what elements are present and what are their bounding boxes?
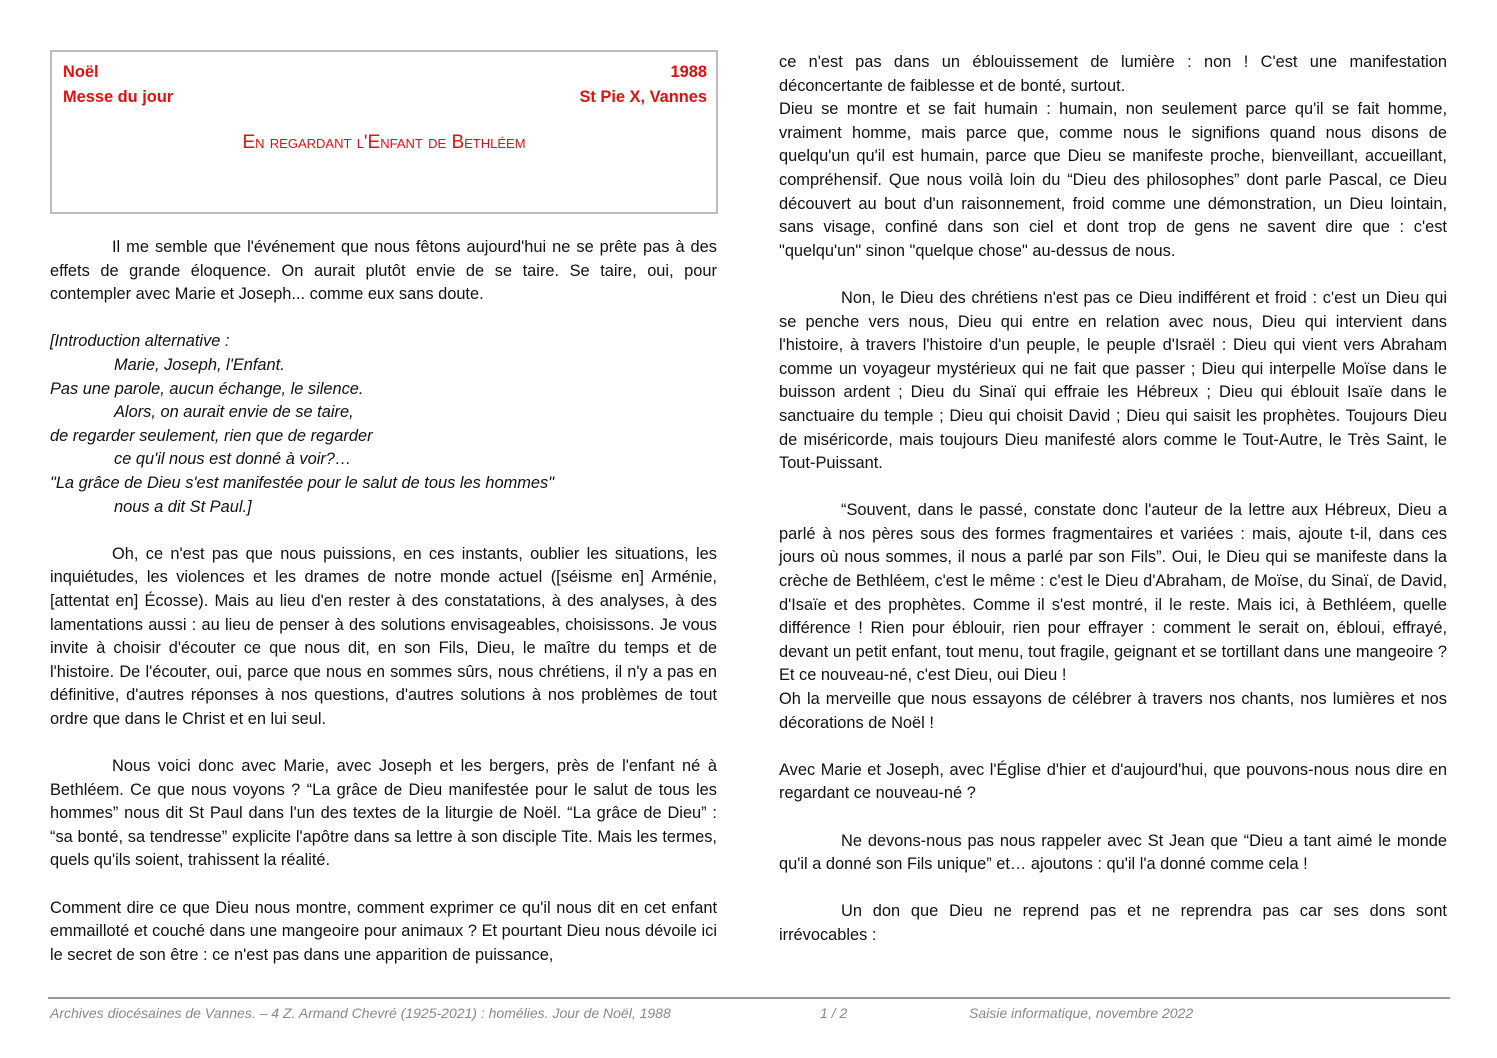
header-box — [50, 50, 718, 214]
footer-page-number: 1 / 2 — [820, 1005, 848, 1021]
footer-note: Saisie informatique, novembre 2022 — [969, 1005, 1194, 1021]
paragraph: Non, le Dieu des chrétiens n'est pas ce Dieu indifférent et froid : c'est un Dieu qui se penche vers nous, Dieu qui entre en relation avec nous, Dieu qui intervient dans l'histoire, à travers l'histoire d'un peuple, le peuple d'Israël : Dieu qui vient vers Abraham comme un voyageur mystérieux qui ne fait que passer ; Dieu qui interpelle Moïse dans le buisson ardent ; Dieu du Sinaï qui effraie les Hébreux ; Dieu qui éblouit Isaïe dans le sanctuaire du temple ; Dieu qui choisit David ; Dieu qui saisit les prophètes. Toujours Dieu de miséricorde, mais toujours Dieu manifesté alors comme le Tout-Autre, le Très Saint, le Tout-Puissant. — [779, 288, 1447, 473]
alt-intro-line: "La grâce de Dieu s'est manifestée pour le salut de tous les hommes" — [50, 473, 555, 492]
alt-intro-line: nous a dit St Paul.] — [114, 497, 252, 516]
paragraph: Avec Marie et Joseph, avec l'Église d'hier et d'aujourd'hui, que pouvons-nous nous dire en regardant ce nouveau-né ? — [779, 760, 1447, 803]
parish-label: St Pie X, Vannes — [579, 88, 707, 106]
paragraph: ce n'est pas dans un éblouissement de lumière : non ! C'est une manifestation déconcertante de faiblesse et de bonté, surtout. — [779, 53, 1447, 95]
alt-intro-line: ce qu'il nous est donné à voir?… — [114, 450, 352, 469]
homily-title: En regardant l'Enfant de Bethléem — [242, 132, 526, 153]
alt-intro-line: Pas une parole, aucun échange, le silence. — [50, 379, 364, 398]
footer-rule — [48, 997, 1450, 999]
paragraph: “Souvent, dans le passé, constate donc l'auteur de la lettre aux Hébreux, Dieu a parlé à nos pères sous des formes fragmentaires et variées : mais, ajoute t-il, dans ces jours où nous sommes, il nous a parlé par son Fils”. Oui, le Dieu qui se manifeste dans la crèche de Bethléem, c'est le même : c'est le Dieu d'Abraham, de Moïse, du Sinaï, de David, d'Isaïe et des prophètes. Comme il s'est montré, il le reste. Mais ici, à Bethléem, quelle différence ! Rien pour éblouir, rien pour effrayer : comment le serait on, ébloui, effrayé, devant un petit enfant, tout menu, tout fragile, geignant et se tortillant dans une mangeoire ? Et ce nouveau-né, c'est Dieu, oui Dieu ! — [779, 501, 1447, 685]
year-label: 1988 — [670, 63, 707, 81]
right-column — [779, 51, 1447, 948]
left-column — [50, 236, 717, 967]
paragraph: Un don que Dieu ne reprend pas et ne reprendra pas car ses dons sont irrévocables : — [779, 902, 1447, 944]
paragraph: Comment dire ce que Dieu nous montre, comment exprimer ce qu'il nous dit en cet enfant emmailloté et couché dans une mangeoire pour animaux ? Et pourtant Dieu nous dévoile ici le secret de son être : ce n'est pas dans une apparition de puissance, — [50, 898, 717, 964]
paragraph: Nous voici donc avec Marie, avec Joseph et les bergers, près de l'enfant né à Bethléem. Ce que nous voyons ? “La grâce de Dieu manifestée pour le salut de tous les hommes” nous dit St Paul dans l'un des textes de la liturgie de Noël. “La grâce de Dieu” : “sa bonté, sa tendresse” explicite l'apôtre dans sa lettre à son disciple Tite. Mais les termes, quels qu'ils soient, trahissent la réalité. — [50, 757, 717, 870]
alt-intro-line: de regarder seulement, rien que de regarder — [50, 426, 373, 445]
alt-intro-line: [Introduction alternative : — [50, 332, 230, 351]
alt-intro-line: Marie, Joseph, l'Enfant. — [114, 355, 285, 374]
alt-intro-line: Alors, on aurait envie de se taire, — [114, 403, 354, 422]
footer-source: Archives diocésaines de Vannes. – 4 Z. Armand Chevré (1925-2021) : homélies. Jour de Noël, 1988 — [50, 1005, 671, 1021]
paragraph: Oh la merveille que nous essayons de célébrer à travers nos chants, nos lumières et nos décorations de Noël ! — [779, 690, 1447, 732]
paragraph: Oh, ce n'est pas que nous puissions, en ces instants, oublier les situations, les inquiétudes, les violences et les drames de notre monde actuel ([séisme en] Arménie, [attentat en] Écosse). Mais au lieu d'en rester à des constatations, à des analyses, à des lamentations aussi : au lieu de penser à des solutions envisageables, choisissons. Je vous invite à choisir d'écouter ce que nous dit, en son Fils, Dieu, le maître du temps et de l'histoire. De l'écouter, oui, parce que nous en sommes sûrs, nous chrétiens, il n'y a pas en définitive, d'autres réponses à nos questions, d'autres solutions à nos problèmes de tout ordre que dans le Christ et en lui seul. — [50, 544, 717, 728]
paragraph: Ne devons-nous pas nous rappeler avec St Jean que “Dieu a tant aimé le monde qu'il a donné son Fils unique” et… ajoutons : qu'il l'a donné comme cela ! — [779, 831, 1447, 874]
paragraph: Dieu se montre et se fait humain : humain, non seulement parce qu'il se fait homme, vraiment homme, mais parce que, comme nous le signifions quand nous disons de quelqu'un qu'il est humain, parce que Dieu se manifeste proche, bienveillant, accueillant, compréhensif. Que nous voilà loin du “Dieu des philosophes” dont parle Pascal, ce Dieu découvert au bout d'un raisonnement, froid comme une démonstration, un Dieu lointain, sans visage, confiné dans son ciel et dont trop de gens ne savent dire que : c'est "quelqu'un" sinon "quelque chose" au-dessus de nous. — [779, 100, 1447, 260]
paragraph: Il me semble que l'événement que nous fêtons aujourd'hui ne se prête pas à des effets de grande éloquence. On aurait plutôt envie de se taire. Se taire, oui, pour contempler avec Marie et Joseph... comme eux sans doute. — [50, 238, 717, 304]
mass-label: Messe du jour — [63, 88, 174, 106]
feast-label: Noël — [63, 63, 99, 81]
